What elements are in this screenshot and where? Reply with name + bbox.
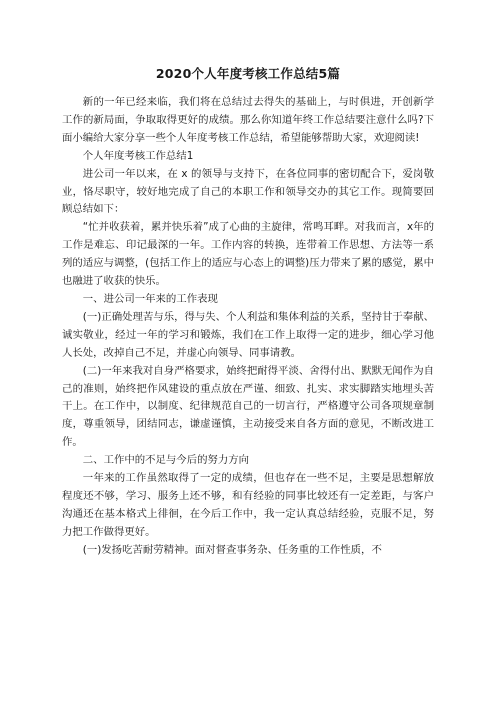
body-paragraph: 进公司一年以来，在 x 的领导与支持下，在各位同事的密切配合下，爱岗敬业，恪尽职守，较好地完成了自己的本职工作和领导交办的其它工作。现简要回顾总结如下： xyxy=(62,167,434,216)
document-body xyxy=(62,94,434,560)
section-heading: 二、工作中的不足与今后的努力方向 xyxy=(82,454,250,467)
document-title: 2020个人年度考核工作总结5篇 xyxy=(155,66,341,81)
body-paragraph: “忙并收获着，累并快乐着”成了心曲的主旋律，常鸣耳畔。对我而言，x年的工作是难忘、印记最深的一年。工作内容的转换，连带着工作思想、方法等一系列的适应与调整，(包括工作上的适应与心态上的调整)压力带来了累的感觉，累中也融进了收获的快乐。 xyxy=(62,221,434,288)
body-paragraph: (二)一年来我对自身严格要求，始终把耐得平淡、舍得付出、默默无闻作为自己的准则，始终把作风建设的重点放在严谨、细致、扎实、求实脚踏实地埋头苦干上。在工作中，以制度、纪律规范自己的一切言行，严格遵守公司各项规章制度，尊重领导，团结同志，谦虚谨慎，主动接受来自各方面的意见，不断改进工作。 xyxy=(62,364,434,449)
intro-paragraph: 新的一年已经来临，我们将在总结过去得失的基础上，与时俱进，开创新学工作的新局面，争取取得更好的成绩。那么你知道年终工作总结要注意什么吗?下面小编给大家分享一些个人年度考核工作总结，希望能够帮助大家，欢迎阅读! xyxy=(62,96,434,144)
section-heading: 个人年度考核工作总结1 xyxy=(82,149,194,162)
body-paragraph: (一)发扬吃苦耐劳精神。面对督查事务杂、任务重的工作性质，不 xyxy=(82,543,382,556)
body-paragraph: 一年来的工作虽然取得了一定的成绩，但也存在一些不足，主要是思想解放程度还不够，学习、服务上还不够，和有经验的同事比较还有一定差距，与客户沟通还在基本格式上徘徊，在今后工作中，我一定认真总结经验，克服不足，努力把工作做得更好。 xyxy=(62,472,434,538)
body-paragraph: (一)正确处理苦与乐，得与失、个人利益和集体利益的关系，坚持甘于奉献、诚实敬业，经过一年的学习和锻炼，我们在工作上取得一定的进步，细心学习他人长处，改掉自己不足，并虚心向领导、同事请教。 xyxy=(62,310,434,359)
section-heading: 一、进公司一年来的工作表现 xyxy=(82,292,218,305)
